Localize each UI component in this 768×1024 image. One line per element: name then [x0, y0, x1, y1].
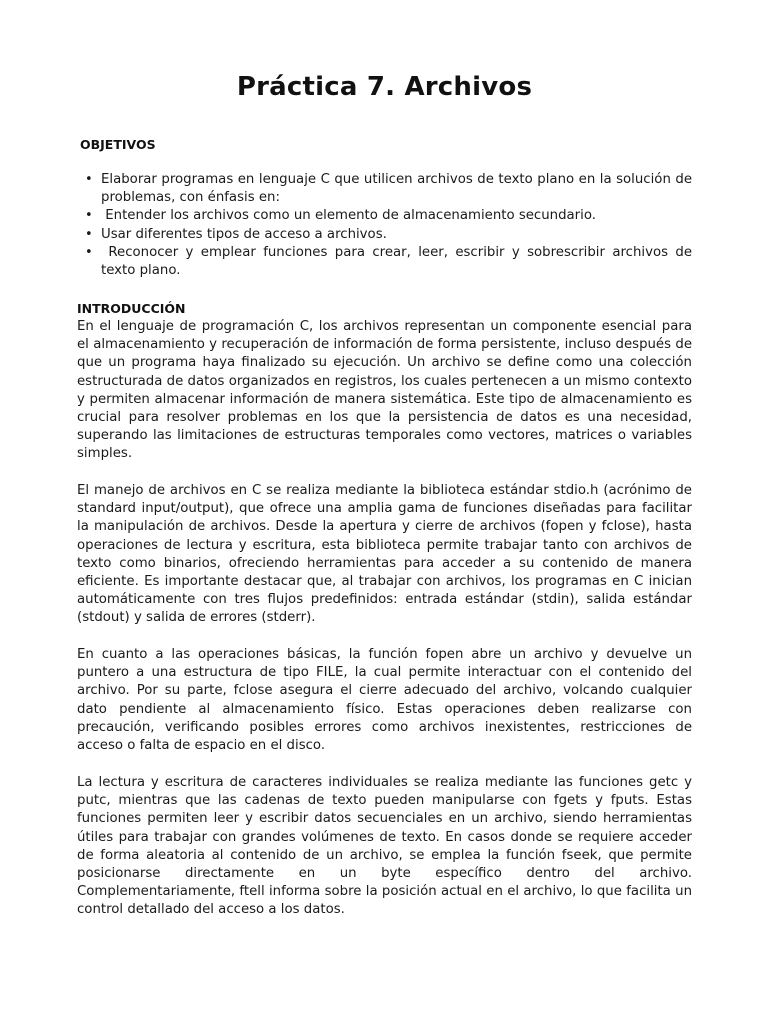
objective-text: Entender los archivos como un elemento de almacenamiento secundario. [101, 208, 596, 224]
objective-item [77, 171, 692, 207]
bullet-icon: • [85, 226, 93, 242]
introduction-paragraph: La lectura y escritura de caracteres individuales se realiza mediante las funciones getc y putc, mientras que las cadenas de texto pueden manipularse con fgets y fputs. Estas funciones permiten leer y escribir datos secuenciales en un archivo, siendo herramientas útiles para trabajar con grandes volúmenes de texto. En casos donde se requiere acceder de forma aleatoria al contenido de un archivo, se emplea la función fseek, que permite posicionarse directamente en un byte específico dentro del archivo. Complementariamente, ftell informa sobre la posición actual en el archivo, lo que facilita un control detallado del acceso a los datos. [77, 775, 692, 918]
introduction-paragraph: En el lenguaje de programación C, los archivos representan un componente esencial para el almacenamiento y recuperación de información de forma persistente, incluso después de que un programa haya finalizado su ejecución. Un archivo se define como una colección estructurada de datos organizados en registros, los cuales pertenecen a un mismo contexto y permiten almacenar información de manera sistemática. Este tipo de almacenamiento es crucial para resolver problemas en los que la persistencia de datos es una necesidad, superando las limitaciones de estructuras temporales como vectores, matrices o variables simples. [77, 319, 692, 462]
objective-text: Usar diferentes tipos de acceso a archivos. [101, 226, 387, 242]
introduction-heading: INTRODUCCIÓN [77, 301, 186, 316]
objective-item [77, 207, 692, 225]
objective-item [77, 226, 692, 244]
document-title: Práctica 7. Archivos [236, 72, 533, 102]
introduction-paragraph: El manejo de archivos en C se realiza mediante la biblioteca estándar stdio.h (acrónimo de standard input/output), que ofrece una amplia gama de funciones diseñadas para facilitar la manipulación de archivos. Desde la apertura y cierre de archivos (fopen y fclose), hasta operaciones de lectura y escritura, esta biblioteca permite trabajar tanto con archivos de texto como binarios, ofreciendo herramientas para acceder a su contenido de manera eficiente. Es importante destacar que, al trabajar con archivos, los programas en C inician automáticamente con tres flujos predefinidos: entrada estándar (stdin), salida estándar (stdout) y salida de errores (stderr). [77, 483, 692, 626]
objective-text: Elaborar programas en lenguaje C que utilicen archivos de texto plano en la solución de problemas, con énfasis en: [101, 172, 692, 206]
objectives-heading: OBJETIVOS [80, 137, 156, 152]
bullet-icon: • [85, 172, 93, 187]
objective-item [77, 244, 697, 280]
bullet-icon: • [85, 244, 93, 260]
introduction-paragraph: En cuanto a las operaciones básicas, la función fopen abre un archivo y devuelve un puntero a una estructura de tipo FILE, la cual permite interactuar con el contenido del archivo. Por su parte, fclose asegura el cierre adecuado del archivo, volcando cualquier dato pendiente al almacenamiento físico. Estas operaciones deben realizarse con precaución, verificando posibles errores como archivos inexistentes, restricciones de acceso o falta de espacio en el disco. [77, 647, 692, 754]
objectives-list [77, 171, 697, 280]
bullet-icon: • [85, 208, 93, 224]
objective-text: Reconocer y emplear funciones para crear, leer, escribir y sobrescribir archivos de texto plano. [101, 244, 697, 279]
